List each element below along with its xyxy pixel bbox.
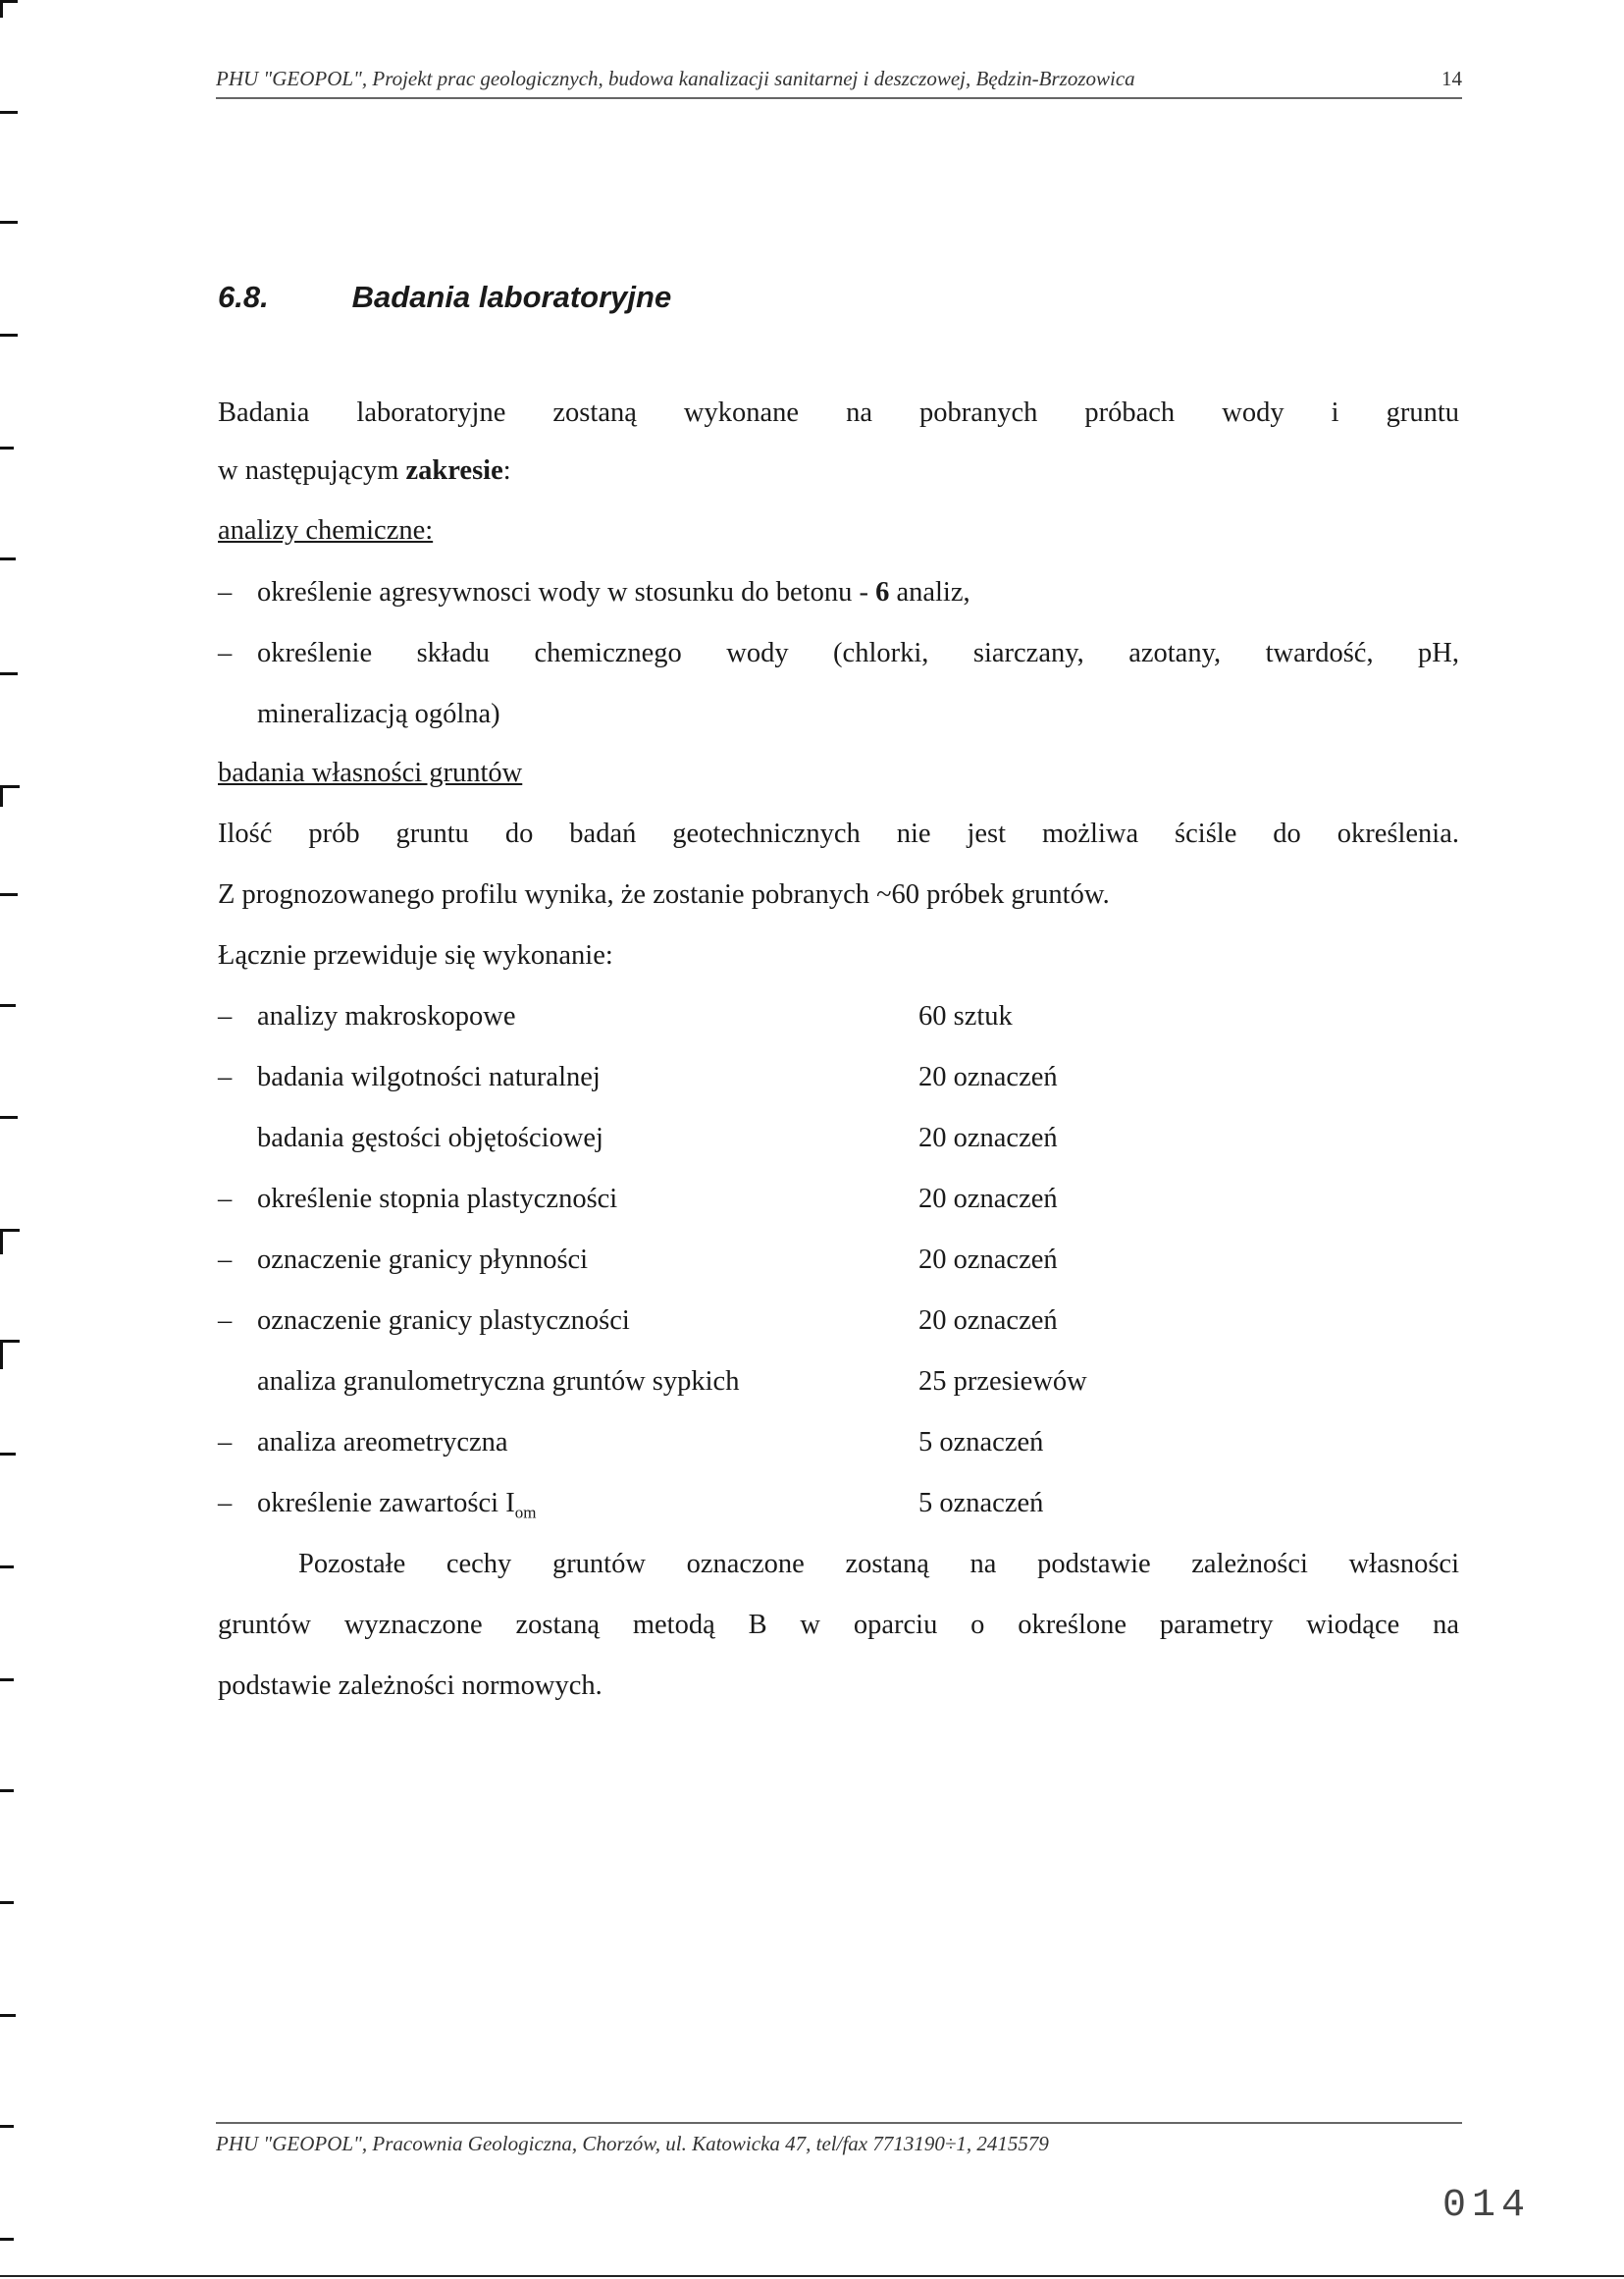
closing-line-2: gruntów wyznaczone zostaną metodą B w oparciu o określone parametry wiodące na (218, 1610, 1459, 1640)
soil-paragraph-line-2: Z prognozowanego profilu wynika, że zostanie pobranych ~60 próbek gruntów. (218, 879, 1110, 910)
chem-item-1 (218, 577, 970, 609)
analysis-label: badania wilgotności naturalnej (257, 1062, 601, 1092)
analysis-label: określenie zawartości I (257, 1488, 515, 1518)
intro-line-2 (218, 455, 511, 487)
margin-mark (0, 1565, 14, 1568)
soil-heading: badania własności gruntów (218, 758, 523, 788)
margin-mark (0, 2014, 16, 2017)
analysis-value: 20 oznaczeń (918, 1245, 1058, 1275)
section-title: Badania laboratoryjne (351, 280, 672, 314)
closing-line-1: Pozostałe cechy gruntów oznaczone zostaną na podstawie zależności własności (298, 1549, 1459, 1579)
chem-item-1-suffix: analiz, (889, 577, 970, 608)
margin-mark (0, 1340, 3, 1369)
list-dash: – (218, 1488, 233, 1518)
margin-mark (0, 785, 3, 807)
intro-line-1: Badania laboratoryjne zostaną wykonane na pobranych próbach wody i gruntu (218, 398, 1459, 428)
analysis-label: określenie stopnia plastyczności (257, 1184, 618, 1214)
page-footer (216, 2122, 1462, 2156)
analysis-value: 20 oznaczeń (918, 1123, 1058, 1153)
intro-line-2-prefix: w następującym (218, 455, 406, 486)
margin-mark (0, 1453, 16, 1456)
analysis-value: 25 przesiewów (918, 1366, 1087, 1397)
list-dash: – (218, 1305, 233, 1336)
margin-mark (0, 1789, 14, 1792)
margin-mark (0, 2238, 14, 2241)
closing-line-3: podstawie zależności normowych. (218, 1670, 602, 1701)
margin-mark (0, 1004, 16, 1007)
analysis-value: 20 oznaczeń (918, 1305, 1058, 1336)
margin-mark (0, 447, 14, 450)
chem-heading: analizy chemiczne: (218, 515, 434, 546)
margin-mark (0, 1340, 20, 1343)
analysis-label: oznaczenie granicy płynności (257, 1245, 589, 1275)
analysis-label: oznaczenie granicy plastyczności (257, 1305, 630, 1336)
page-header (216, 67, 1462, 99)
list-dash: – (218, 1062, 233, 1092)
list-dash: – (218, 1245, 233, 1275)
analysis-value: 5 oznaczeń (918, 1488, 1044, 1518)
margin-mark (0, 2125, 14, 2128)
section-heading (218, 280, 671, 315)
chem-item-2 (218, 638, 1459, 669)
margin-mark (0, 334, 18, 337)
footer-text: PHU "GEOPOL", Pracownia Geologiczna, Chorzów, ul. Katowicka 47, tel/fax 7713190÷1, 2415579 (216, 2132, 1049, 2155)
soil-paragraph-line-1: Ilość prób gruntu do badań geotechnicznych nie jest możliwa ściśle do określenia. (218, 819, 1459, 849)
margin-mark (0, 893, 18, 896)
section-number: 6.8. (218, 280, 269, 314)
analysis-label: badania gęstości objętościowej (257, 1123, 603, 1153)
list-dash: – (218, 638, 233, 668)
page-number: 14 (1441, 67, 1462, 90)
chem-item-2-line-1: określenie składu chemicznego wody (chlorki, siarczany, azotany, twardość, pH, (257, 638, 1459, 668)
chem-item-2-line-2: mineralizacją ogólna) (257, 699, 500, 729)
analysis-value: 60 sztuk (918, 1001, 1013, 1032)
margin-mark (0, 672, 18, 675)
soil-paragraph-2: Łącznie przewiduje się wykonanie: (218, 940, 613, 971)
margin-mark (0, 1229, 3, 1254)
list-dash: – (218, 1001, 233, 1032)
analysis-label: analizy makroskopowe (257, 1001, 516, 1032)
analysis-value: 20 oznaczeń (918, 1062, 1058, 1092)
margin-mark (0, 0, 18, 3)
margin-mark (0, 111, 18, 114)
margin-mark (0, 221, 18, 224)
analysis-label-subscript: om (514, 1503, 537, 1522)
margin-mark (0, 1678, 14, 1681)
margin-mark (0, 1116, 18, 1119)
page-stamp: 014 (1442, 2184, 1532, 2228)
chem-item-1-text: określenie agresywnosci wody w stosunku do betonu - (257, 577, 876, 608)
intro-line-2-bold: zakresie (405, 455, 503, 486)
analysis-label: analiza areometryczna (257, 1427, 508, 1458)
list-dash: – (218, 577, 233, 608)
intro-line-2-suffix: : (502, 455, 511, 486)
margin-mark (0, 1229, 20, 1232)
list-dash: – (218, 1427, 233, 1458)
analysis-value: 20 oznaczeń (918, 1184, 1058, 1214)
margin-mark (0, 785, 20, 788)
bottom-rule (0, 2275, 1624, 2277)
margin-mark (0, 557, 16, 560)
list-dash: – (218, 1184, 233, 1214)
header-text: PHU "GEOPOL", Projekt prac geologicznych, budowa kanalizacji sanitarnej i deszczowej, Będzin-Brzozowica (216, 67, 1135, 90)
analysis-label: analiza granulometryczna gruntów sypkich (257, 1366, 740, 1397)
chem-item-1-count: 6 (875, 577, 890, 608)
margin-mark (0, 1901, 14, 1904)
analysis-value: 5 oznaczeń (918, 1427, 1044, 1458)
